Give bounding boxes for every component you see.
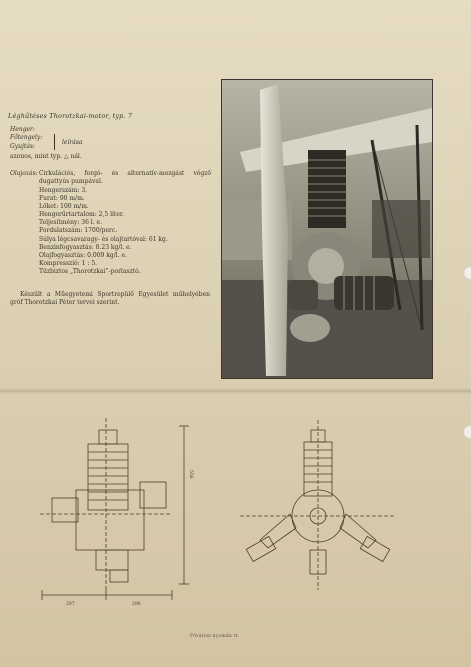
dimension-height: 556 — [188, 470, 193, 479]
spec-list — [39, 187, 168, 276]
label-irasa: leírása — [62, 139, 83, 146]
spec-item: Olajfogyasztás: 0.009 kg/l. e. — [39, 251, 127, 259]
spec-labels — [10, 126, 42, 151]
side-view-drawing — [40, 418, 189, 600]
spec-item: Hengerűrtartalom: 2,5 liter. — [39, 211, 124, 219]
spec-item: Súlya légcsavaragy- és olajtartóval: 61 kg. — [39, 235, 168, 243]
spec-item: Teljesítmény: 36 l. e. — [39, 219, 102, 227]
dimension-right: 298 — [132, 602, 141, 607]
same-as-note: azonos, mint typ. △ nál. — [10, 153, 82, 160]
built-by-paragraph: Készült a Műegyetemi Sportrepülő Egyesület műhelyében gróf Thorotzkai Péter tervei szerint. — [10, 291, 210, 306]
spec-item: Benzinfogyasztás: 0.23 kg/l. e. — [39, 243, 132, 251]
label-gyujtas: Gyujtás: — [10, 142, 35, 150]
printer-caption: Fővárosi nyomda rt. — [190, 634, 240, 639]
engine-photo-drawing — [222, 80, 432, 378]
front-view-drawing — [240, 420, 396, 590]
spec-item: Hengerszám: 3. — [39, 187, 88, 194]
spec-item: Fordulatszám: 1700/perc. — [39, 227, 118, 235]
olajozas-label: Olajozás: — [10, 170, 38, 177]
brace-line — [54, 134, 55, 150]
spec-item: Tüzbiztos „Thorotzkai”-porlasztó. — [39, 267, 141, 275]
dimension-left: 297 — [66, 602, 75, 607]
label-fotengely: Főtengely: — [10, 134, 43, 142]
punch-hole-top — [463, 266, 471, 280]
label-henger: Henger: — [10, 126, 35, 133]
spec-item: Kompresszió: 1 : 5. — [39, 259, 98, 267]
spec-item: Löket: 100 m/m. — [39, 203, 89, 211]
spec-item: Furat: 90 m/m. — [39, 195, 85, 203]
engine-title: Léghűtéses Thorotzkai-motor, typ. 7 — [8, 112, 133, 120]
olajozas-text: Cirkulációs, forgó- és alternatív-mozgást végző dugattyús pumpával. — [39, 170, 211, 185]
engine-photo — [221, 79, 433, 379]
technical-drawings — [0, 390, 471, 667]
